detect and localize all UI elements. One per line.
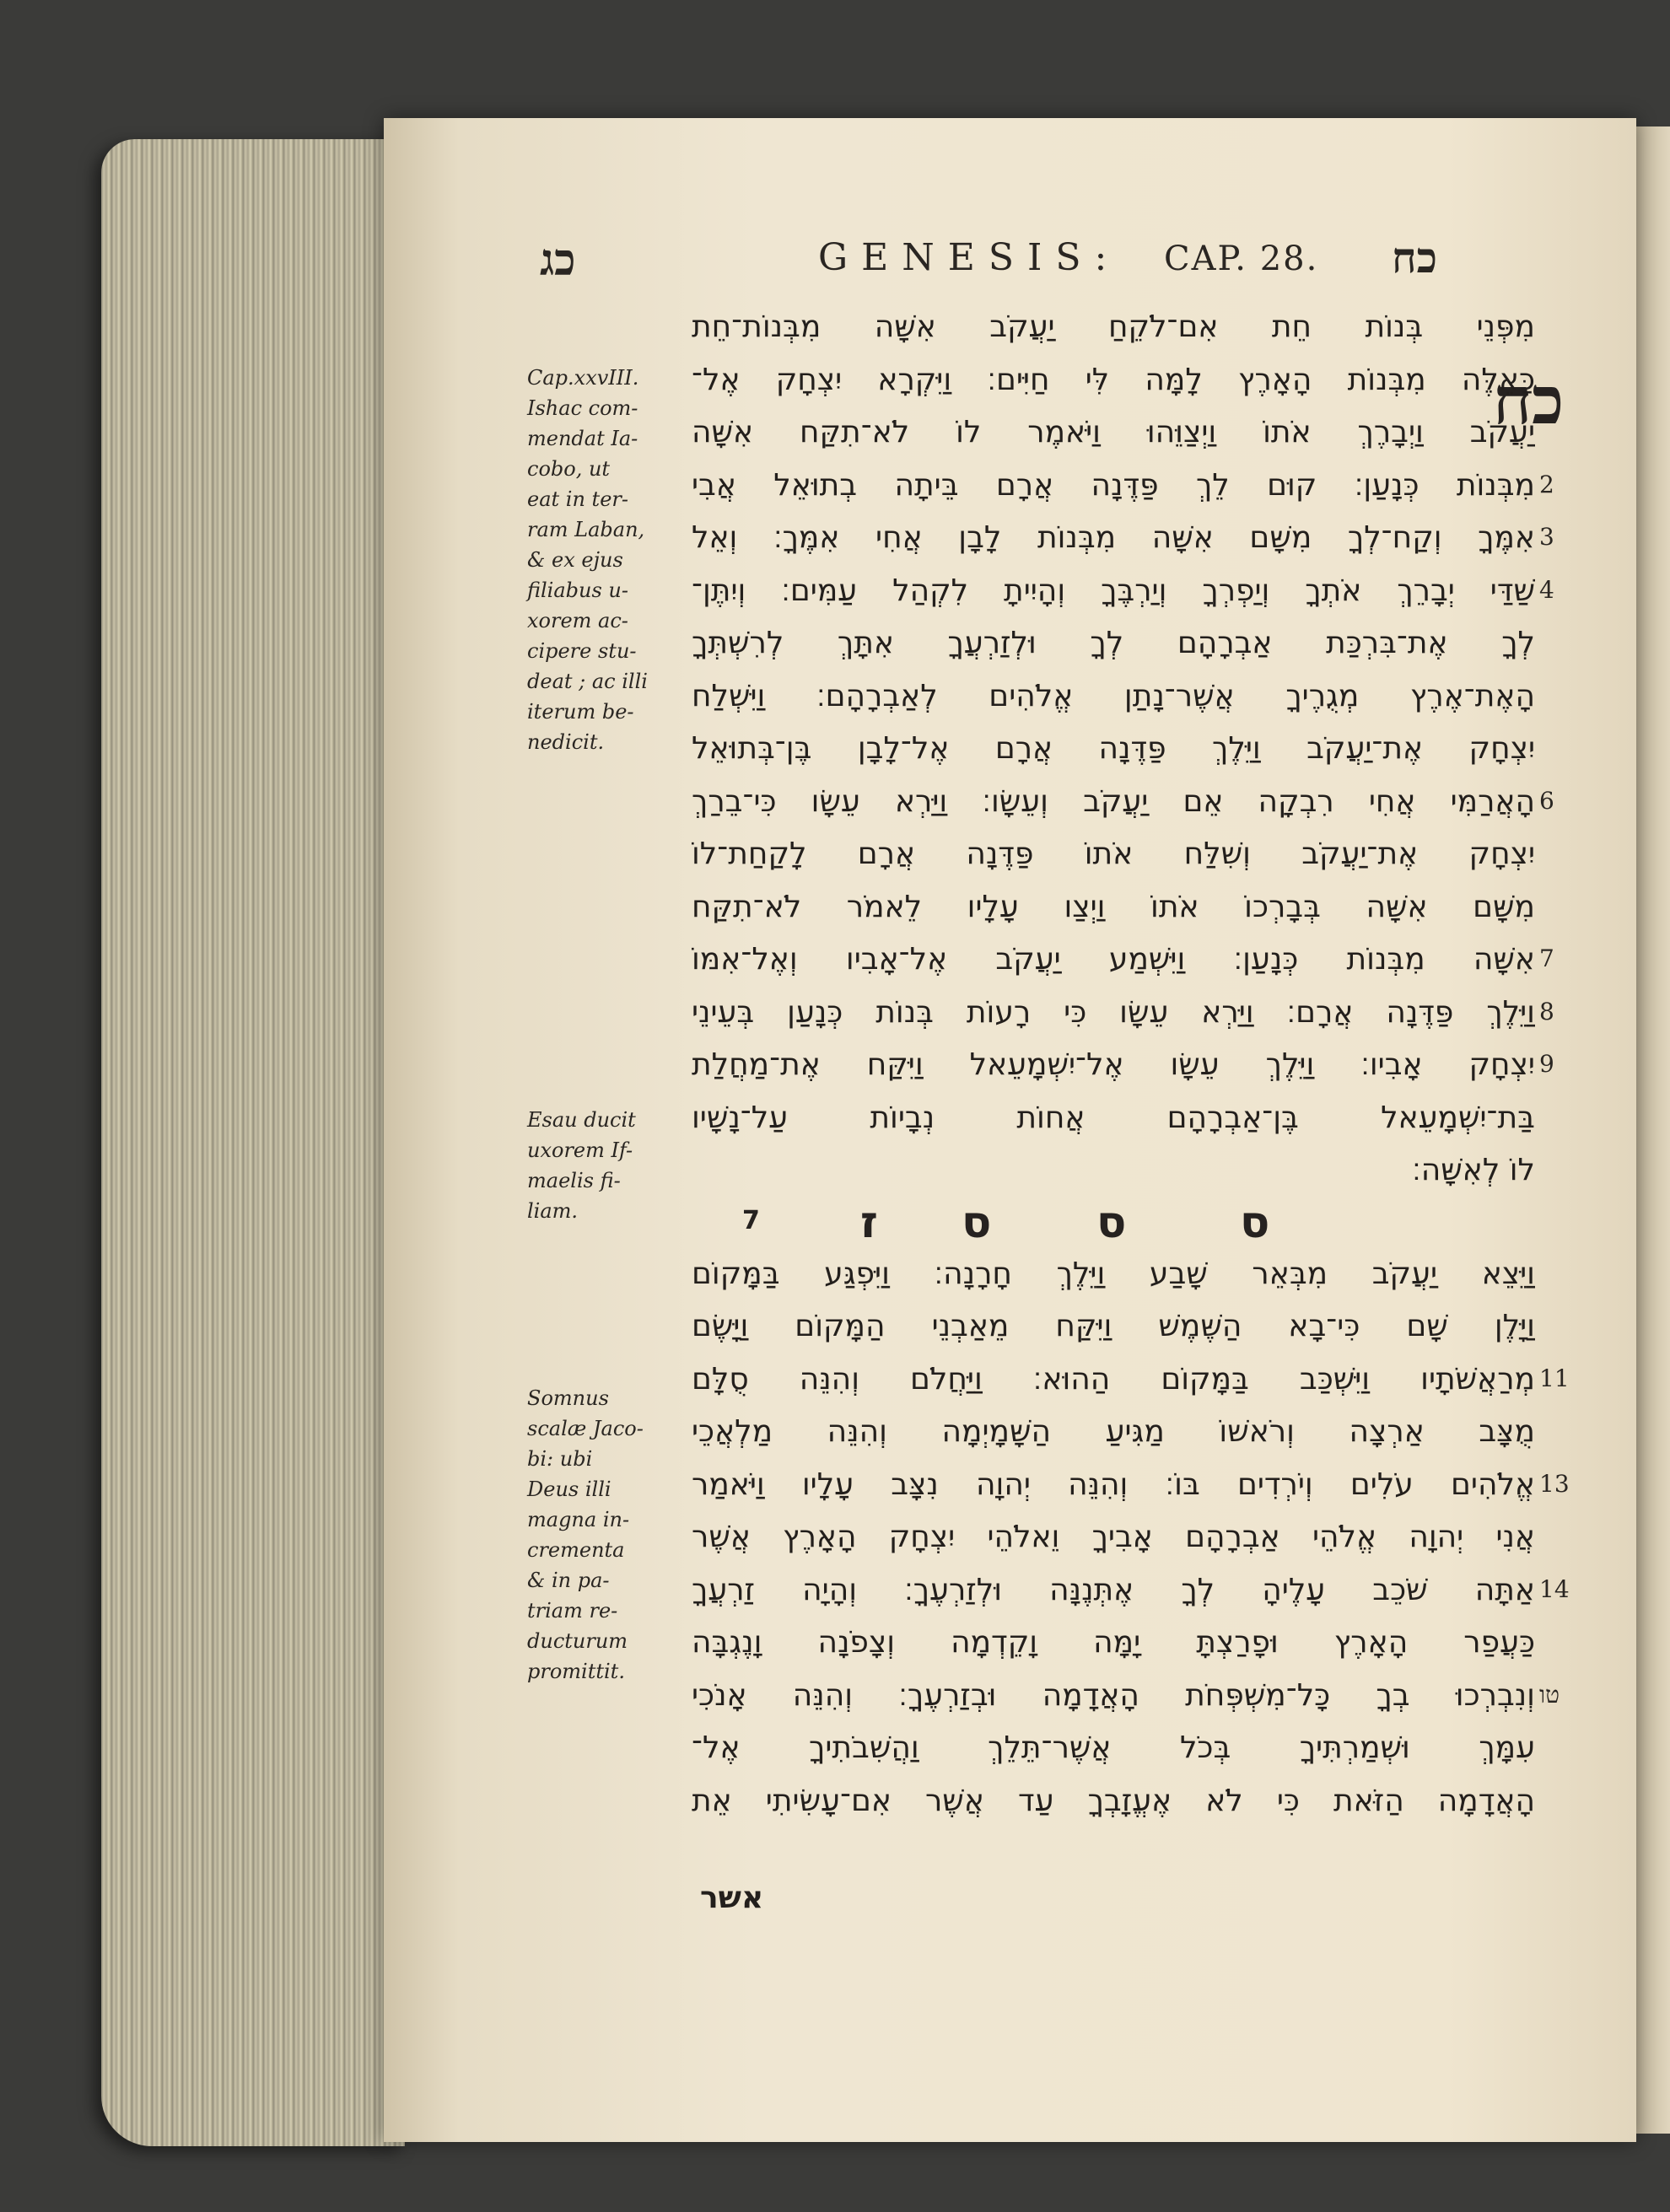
sidenote-line: uxorem If- — [527, 1138, 633, 1162]
verse-number: 2 — [1539, 470, 1554, 498]
text-line: עִמָּךְ וּשְׁמַרְתִּיךָ בְּכֹל אֲשֶׁר־תֵּלֵךְ וַהֲשִׁבֹתִיךָ אֶל־ — [692, 1730, 1535, 1765]
text-line: שַׁדַּי יְבָרֵךְ אֹתְךָ וְיַפְרְךָ וְיַרְבֶּךָ וְהָיִיתָ לִקְהַל עַמִּים׃ וְיִתֶּן־ — [692, 573, 1535, 608]
text-line: הָאֶת־אֶרֶץ מְגֻרֶיךָ אֲשֶׁר־נָתַן אֱלֹהִים לְאַבְרָהָם׃ וַיִּשְׁלַח — [692, 678, 1535, 713]
catchword: אשר — [700, 1881, 764, 1915]
folio-number: כג — [540, 234, 576, 286]
verse-number: 8 — [1539, 997, 1554, 1025]
verse-number: 6 — [1539, 786, 1554, 815]
text-line: בַּת־יִשְׁמָעֵאל בֶּן־אַבְרָהָם אֲחוֹת נְבָיוֹת עַל־נָשָׁיו — [692, 1100, 1535, 1135]
sidenote-line: maelis fi- — [527, 1169, 621, 1192]
divider-mark: ז — [860, 1197, 878, 1248]
divider-mark: ס — [962, 1197, 992, 1248]
sidenote-line: scalæ Jaco- — [527, 1417, 644, 1440]
sidenote-chapter-summary — [527, 363, 675, 757]
text-line: וַיֵּלֶךְ פַּדֶּנָה אֲרָם׃ וַיַּרְא עֵשָׂו כִּי רָעוֹת בְּנוֹת כְּנָעַן בְּעֵינֵי — [692, 994, 1535, 1030]
sidenote-line: bi: ubi — [527, 1447, 593, 1471]
text-line: מִבְּנוֹת כְּנָעַן׃ קוּם לֵךְ פַּדֶּנָה אֲרָם בֵּיתָה בְתוּאֵל אֲבִי — [692, 467, 1535, 503]
sidenote-line: filiabus u- — [527, 579, 628, 602]
sidenote-line: triam re- — [527, 1599, 618, 1623]
text-line: כָּאֵלֶּה מִבְּנוֹת הָאָרֶץ לָמָּה לִּי חַיִּים׃ וַיִּקְרָא יִצְחָק אֶל־ — [692, 362, 1535, 397]
divider-mark: ס — [1096, 1197, 1127, 1248]
sidenote-line: ducturum — [527, 1629, 628, 1653]
sidenote-line: Ishac com- — [527, 396, 638, 420]
text-line: יִצְחָק אֶת־יַעֲקֹב וַיֵּלֶךְ פַּדֶּנָה אֲרָם אֶל־לָבָן בֶּן־בְּתוּאֵל — [692, 731, 1535, 766]
sidenote-line: Deus illi — [527, 1477, 611, 1501]
sidenote-line: & in pa- — [527, 1569, 610, 1592]
text-line: אֲנִי יְהוָה אֱלֹהֵי אַבְרָהָם אָבִיךָ וֵאלֹהֵי יִצְחָק הָאָרֶץ אֲשֶׁר — [692, 1520, 1535, 1554]
text-line: וְנִבְרְכוּ בְךָ כָּל־מִשְׁפְּחֹת הָאֲדָמָה וּבְזַרְעֶךָ׃ וְהִנֵּה אָנֹכִי — [692, 1677, 1535, 1713]
verse-number: טו — [1539, 1680, 1560, 1709]
chapter-initial: כח — [1493, 363, 1565, 439]
sidenote-line: Somnus — [527, 1386, 609, 1410]
text-line: כַּעֲפַר הָאָרֶץ וּפָרַצְתָּ יָמָּה וָקֵדְמָה וְצָפֹנָה וָנֶגְבָּה — [692, 1625, 1535, 1660]
text-line: לְךָ אֶת־בִּרְכַּת אַבְרָהָם לְךָ וּלְזַרְעֲךָ אִתָּךְ לְרִשְׁתְּךָ — [692, 626, 1535, 660]
verse-number: 9 — [1539, 1050, 1554, 1078]
chapter-hebrew-label: כח — [1392, 233, 1438, 283]
text-line: יַעֲקֹב וַיְבָרֶךְ אֹתוֹ וַיְצַוֵּהוּ וַיֹּאמֶר לוֹ לֹא־תִקַּח אִשָּׁה — [692, 415, 1535, 449]
text-line: אֱלֹהִים עֹלִים וְיֹרְדִים בּוֹ׃ וְהִנֵּה יְהוָה נִצָּב עָלָיו וַיֹּאמַר — [692, 1467, 1535, 1502]
text-line: אִשָּׁה מִבְּנוֹת כְּנָעַן׃ וַיִּשְׁמַע יַעֲקֹב אֶל־אָבִיו וְאֶל־אִמּוֹ — [692, 942, 1535, 977]
verse-number: 13 — [1539, 1469, 1570, 1498]
text-line: מִשָּׁם אִשָּׁה בְּבָרְכוֹ אֹתוֹ וַיְצַו עָלָיו לֵאמֹר לֹא־תִקַּח — [692, 889, 1535, 924]
verse-number: 3 — [1539, 523, 1554, 551]
sidenote-line: ram Laban, — [527, 518, 645, 541]
sidenote-line: magna in- — [527, 1508, 630, 1531]
sidenote-line: crementa — [527, 1538, 625, 1562]
sidenote-line: & ex ejus — [527, 548, 623, 572]
divider-mark: 7 — [742, 1206, 760, 1235]
running-title: GENESIS: — [818, 236, 1121, 279]
sidenote-line: cipere stu- — [527, 639, 637, 663]
text-line: אִמֶּךָ וְקַח־לְךָ מִשָּׁם אִשָּׁה מִבְּנוֹת לָבָן אֲחִי אִמֶּךָ׃ וְאֵל — [692, 520, 1535, 555]
sidenote-line: nedicit. — [527, 730, 605, 754]
text-line: הָאֲרַמִּי אֲחִי רִבְקָה אֵם יַעֲקֹב וְעֵשָׂו׃ וַיַּרְא עֵשָׂו כִּי־בֵרַךְ — [692, 783, 1535, 819]
sidenote-jacob-dream — [527, 1383, 675, 1687]
text-line: לוֹ לְאִשָּׁה׃ — [1412, 1153, 1535, 1187]
verse-number: 14 — [1539, 1574, 1570, 1603]
text-line: מְרַאֲשֹׁתָיו וַיִּשְׁכַּב בַּמָּקוֹם הַהוּא׃ וַיַּחֲלֹם וְהִנֵּה סֻלָּם — [692, 1361, 1535, 1397]
text-line: מִפְּנֵי בְּנוֹת חֵת אִם־לֹקֵחַ יַעֲקֹב אִשָּׁה מִבְּנוֹת־חֵת — [692, 309, 1535, 344]
section-divider — [742, 1197, 1383, 1248]
verse-number: 7 — [1539, 945, 1554, 972]
sidenote-line: Esau ducit — [527, 1108, 636, 1132]
page-header — [540, 228, 1594, 295]
text-line: מֻצָּב אַרְצָה וְרֹאשׁוֹ מַגִּיעַ הַשָּׁמָיְמָה וְהִנֵּה מַלְאֲכֵי — [692, 1414, 1535, 1449]
sidenote-line: xorem ac- — [527, 609, 628, 632]
text-line: וַיָּלֶן שָׁם כִּי־בָא הַשֶּׁמֶשׁ וַיִּקַּח מֵאַבְנֵי הַמָּקוֹם וַיָּשֶׂם — [692, 1309, 1535, 1343]
text-line: הָאֲדָמָה הַזֹּאת כִּי לֹא אֶעֱזָבְךָ עַד אֲשֶׁר אִם־עָשִׂיתִי אֵת — [692, 1783, 1535, 1818]
sidenote-line: cobo, ut — [527, 457, 611, 481]
sidenote-line: liam. — [527, 1199, 579, 1223]
sidenote-line: eat in ter- — [527, 487, 628, 511]
sidenote-line: Cap.xxvIII. — [527, 366, 639, 390]
chapter-label: CAP. 28. — [1164, 239, 1319, 278]
verse-number: 11 — [1539, 1364, 1570, 1392]
sidenote-line: deat ; ac illi — [527, 670, 648, 693]
text-line: יִצְחָק אֶת־יַעֲקֹב וְשִׁלַּח אֹתוֹ פַּדֶּנָה אֲרָם לָקַחַת־לוֹ — [692, 837, 1535, 871]
text-line: יִצְחָק אָבִיו׃ וַיֵּלֶךְ עֵשָׂו אֶל־יִשְׁמָעֵאל וַיִּקַּח אֶת־מַחֲלַת — [692, 1047, 1535, 1082]
sidenote-line: mendat Ia- — [527, 427, 638, 450]
page-edges — [101, 139, 405, 2146]
divider-mark: ס — [1240, 1197, 1270, 1248]
sidenote-line: promittit. — [527, 1660, 625, 1683]
sidenote-line: iterum be- — [527, 700, 634, 724]
text-line: אַתָּה שֹׁכֵב עָלֶיהָ לְךָ אֶתְּנֶנָּה וּלְזַרְעֶךָ׃ וְהָיָה זַרְעֲךָ — [692, 1572, 1535, 1607]
text-line: וַיֵּצֵא יַעֲקֹב מִבְּאֵר שָׁבַע וַיֵּלֶךְ חָרָנָה׃ וַיִּפְגַּע בַּמָּקוֹם — [692, 1256, 1535, 1291]
sidenote-esau — [527, 1105, 675, 1226]
verse-number: 4 — [1539, 575, 1554, 604]
